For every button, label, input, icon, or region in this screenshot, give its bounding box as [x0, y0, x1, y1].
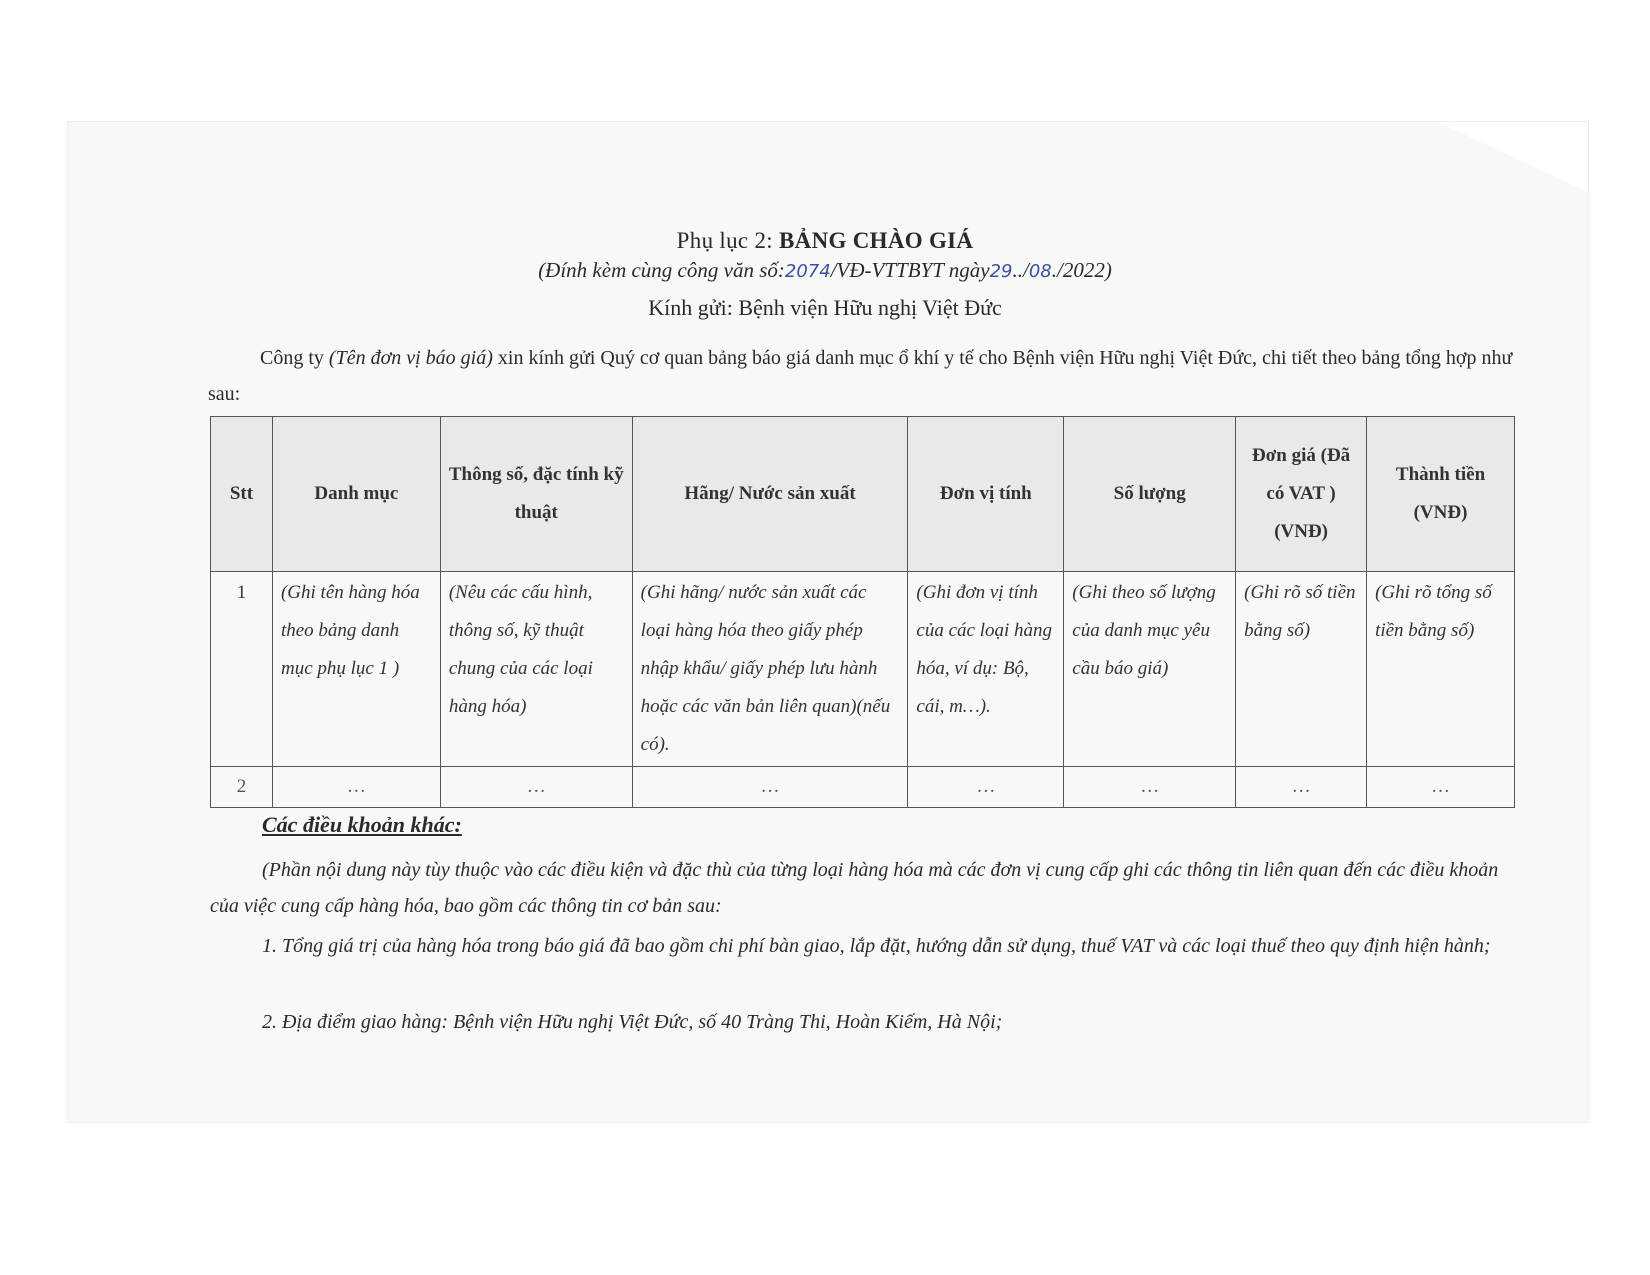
table-header-row: [211, 417, 1515, 572]
header-don-gia: Đơn giá (Đã có VAT ) (VNĐ): [1236, 417, 1367, 572]
subtitle-end: ./2022): [1051, 258, 1112, 282]
header-thong-so: Thông số, đặc tính kỹ thuật: [440, 417, 632, 572]
title-block: [0, 228, 1650, 321]
terms-item-2: 2. Địa điểm giao hàng: Bệnh viện Hữu nghị Việt Đức, số 40 Tràng Thi, Hoàn Kiếm, Hà Nội;: [262, 1011, 1003, 1033]
cell-stt: 1: [211, 572, 273, 767]
table-row: [211, 572, 1515, 767]
header-thanh-tien: Thành tiền (VNĐ): [1367, 417, 1515, 572]
terms-note: (Phần nội dung này tùy thuộc vào các điều kiện và đặc thù của từng loại hàng hóa mà các đơn vị cung cấp ghi các thông tin liên quan đến các điều khoản của việc cung cấp hàng hóa, bao gồm các thông tin cơ bản sau:: [210, 859, 1499, 917]
cell-hang-nuoc-san-xuat: …: [632, 767, 908, 808]
table-row: [211, 767, 1515, 808]
cell-thong-so: (Nêu các cấu hình, thông số, kỹ thuật chung của các loại hàng hóa): [440, 572, 632, 767]
header-stt: Stt: [211, 417, 273, 572]
cell-so-luong: (Ghi theo số lượng của danh mục yêu cầu báo giá): [1064, 572, 1236, 767]
cell-don-gia: …: [1236, 767, 1367, 808]
cell-so-luong: …: [1064, 767, 1236, 808]
cell-hang-nuoc-san-xuat: (Ghi hãng/ nước sản xuất các loại hàng hóa theo giấy phép nhập khẩu/ giấy phép lưu hành hoặc các văn bản liên quan)(nếu có).: [632, 572, 908, 767]
intro-paragraph: [208, 340, 1513, 412]
header-hang-nuoc-san-xuat: Hãng/ Nước sản xuất: [632, 417, 908, 572]
cell-danh-muc: (Ghi tên hàng hóa theo bảng danh mục phụ lục 1 ): [272, 572, 440, 767]
subtitle-pre: (Đính kèm cùng công văn số:: [538, 258, 785, 282]
handwritten-doc-number: 2074: [784, 261, 831, 282]
header-danh-muc: Danh mục: [272, 417, 440, 572]
document-subtitle: [0, 258, 1650, 283]
terms-heading: Các điều khoản khác:: [262, 812, 462, 837]
cell-thong-so: …: [440, 767, 632, 808]
header-don-vi-tinh: Đơn vị tính: [908, 417, 1064, 572]
title-main: BẢNG CHÀO GIÁ: [779, 228, 974, 253]
handwritten-day: 29: [989, 261, 1013, 282]
intro-lead: Công ty: [260, 347, 329, 369]
title-prefix: Phụ lục 2:: [676, 228, 780, 253]
cell-thanh-tien: (Ghi rõ tổng số tiền bằng số): [1367, 572, 1515, 767]
subtitle-sep: ../: [1012, 258, 1029, 282]
document-title: [0, 228, 1650, 254]
page-corner-fold: [1438, 122, 1588, 192]
handwritten-month: 08: [1028, 261, 1052, 282]
cell-thanh-tien: …: [1367, 767, 1515, 808]
cell-don-vi-tinh: (Ghi đơn vị tính của các loại hàng hóa, ví dụ: Bộ, cái, m…).: [908, 572, 1064, 767]
cell-danh-muc: …: [272, 767, 440, 808]
terms-item-1: 1. Tổng giá trị của hàng hóa trong báo giá đã bao gồm chi phí bàn giao, lắp đặt, hướng dẫn sử dụng, thuế VAT và các loại thuế theo quy định hiện hành;: [262, 935, 1491, 957]
cell-don-gia: (Ghi rõ số tiền bằng số): [1236, 572, 1367, 767]
cell-don-vi-tinh: …: [908, 767, 1064, 808]
company-placeholder: (Tên đơn vị báo giá): [328, 347, 493, 369]
recipient-line: Kính gửi: Bệnh viện Hữu nghị Việt Đức: [648, 295, 1002, 320]
quotation-table: [210, 416, 1515, 808]
header-so-luong: Số lượng: [1064, 417, 1236, 572]
subtitle-mid: /VĐ-VTTBYT ngày: [830, 258, 990, 282]
cell-stt: 2: [211, 767, 273, 808]
intro-text: xin kính gửi Quý cơ quan bảng báo giá danh mục ổ khí y tế cho Bệnh viện Hữu nghị Việt Đức, chi tiết theo bảng tổng hợp như sau:: [208, 347, 1513, 405]
